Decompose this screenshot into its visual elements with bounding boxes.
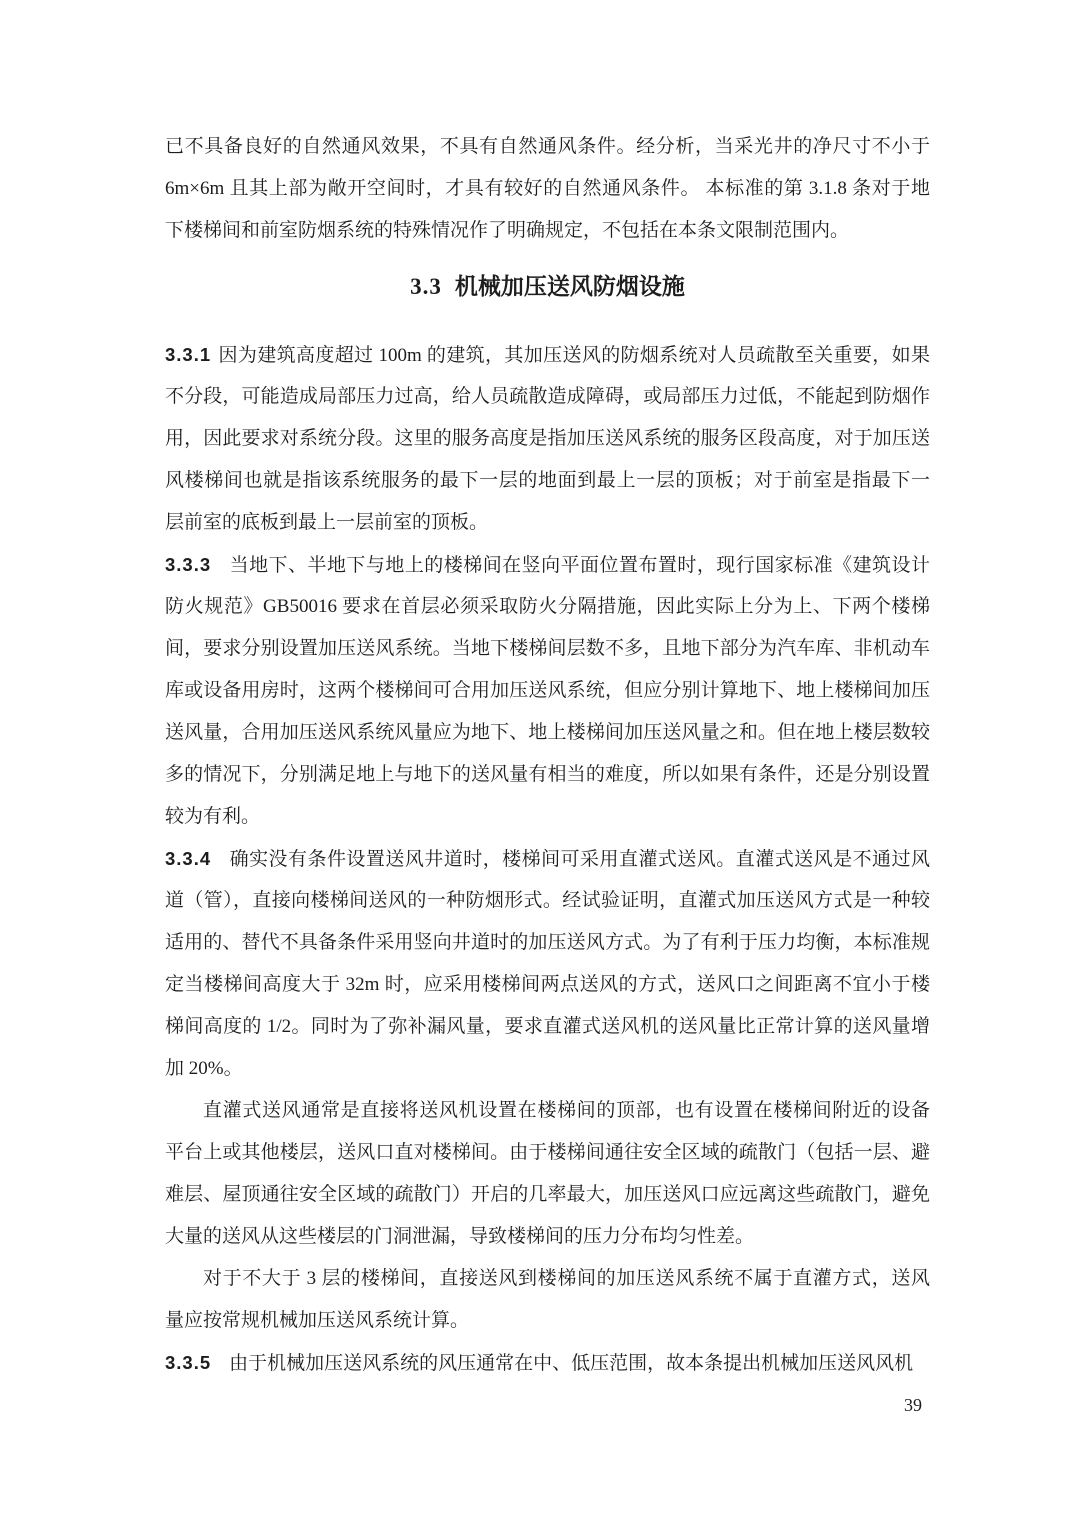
clause-number: 3.3.4 (165, 848, 212, 869)
paragraph (165, 1258, 930, 1342)
text-line: 3.3.4 确实没有条件设置送风井道时，楼梯间可采用直灌式送风。直灌式送风是不通过风 (165, 848, 930, 870)
page-content (165, 126, 930, 1384)
text-line: 多的情况下，分别满足地上与地下的送风量有相当的难度，所以如果有条件，还是分别设置 (165, 764, 930, 785)
text-line: 已不具备良好的自然通风效果，不具有自然通风条件。经分析，当采光井的净尺寸不小于 (165, 136, 930, 157)
paragraph (165, 334, 930, 544)
clause-number: 3.3.5 (165, 1352, 212, 1373)
text-line: 道（管），直接向楼梯间送风的一种防烟形式。经试验证明，直灌式加压送风方式是一种较 (165, 890, 930, 911)
paragraph (165, 1090, 930, 1258)
clause-number: 3.3.1 (165, 344, 212, 365)
text-line: 直灌式送风通常是直接将送风机设置在楼梯间的顶部，也有设置在楼梯间附近的设备 (203, 1100, 930, 1121)
heading-title: 机械加压送风防烟设施 (454, 274, 685, 299)
paragraph (165, 544, 930, 838)
text-line: 平台上或其他楼层，送风口直对楼梯间。由于楼梯间通往安全区域的疏散门（包括一层、避 (165, 1142, 930, 1163)
paragraph (165, 1342, 930, 1384)
text-line: 6m×6m 且其上部为敞开空间时，才具有较好的自然通风条件。 本标准的第 3.1.8 条对于地 (165, 178, 930, 199)
text-line: 大量的送风从这些楼层的门洞泄漏，导致楼梯间的压力分布均匀性差。 (165, 1226, 755, 1247)
paragraph (165, 838, 930, 1090)
paragraph (165, 126, 930, 252)
text-line: 间，要求分别设置加压送风系统。当地下楼梯间层数不多，且地下部分为汽车库、非机动车 (165, 638, 930, 659)
text-line: 适用的、替代不具备条件采用竖向井道时的加压送风方式。为了有利于压力均衡，本标准规 (165, 932, 930, 953)
text-line: 库或设备用房时，这两个楼梯间可合用加压送风系统，但应分别计算地下、地上楼梯间加压 (165, 680, 930, 701)
text-line: 对于不大于 3 层的楼梯间，直接送风到楼梯间的加压送风系统不属于直灌方式，送风 (203, 1268, 930, 1289)
text-line: 防火规范》GB50016 要求在首层必须采取防火分隔措施，因此实际上分为上、下两个楼梯 (165, 596, 930, 617)
text-line: 3.3.3 当地下、半地下与地上的楼梯间在竖向平面位置布置时，现行国家标准《建筑设计 (165, 554, 930, 576)
text-line: 3.3.1 因为建筑高度超过 100m 的建筑，其加压送风的防烟系统对人员疏散至关重要，如果 (165, 344, 930, 366)
text-line: 送风量，合用加压送风系统风量应为地下、地上楼梯间加压送风量之和。但在地上楼层数较 (165, 722, 930, 743)
text-line: 定当楼梯间高度大于 32m 时，应采用楼梯间两点送风的方式，送风口之间距离不宜小于楼 (165, 974, 930, 995)
text-line: 不分段，可能造成局部压力过高，给人员疏散造成障碍，或局部压力过低，不能起到防烟作 (165, 386, 930, 407)
text-line: 量应按常规机械加压送风系统计算。 (165, 1310, 470, 1331)
section-heading (165, 266, 930, 308)
text-line: 层前室的底板到最上一层前室的顶板。 (165, 512, 489, 533)
text-line: 3.3.5 由于机械加压送风系统的风压通常在中、低压范围，故本条提出机械加压送风风机 (165, 1352, 914, 1374)
page-number: 39 (904, 1395, 922, 1415)
text-line: 加 20%。 (165, 1058, 243, 1079)
text-line: 用，因此要求对系统分段。这里的服务高度是指加压送风系统的服务区段高度，对于加压送 (165, 428, 930, 449)
clause-number: 3.3.3 (165, 554, 212, 575)
text-line: 下楼梯间和前室防烟系统的特殊情况作了明确规定，不包括在本条文限制范围内。 (165, 220, 850, 241)
text-line: 较为有利。 (165, 806, 261, 827)
text-line: 难层、屋顶通往安全区域的疏散门）开启的几率最大，加压送风口应远离这些疏散门，避免 (165, 1184, 930, 1205)
text-line: 梯间高度的 1/2。同时为了弥补漏风量，要求直灌式送风机的送风量比正常计算的送风量增 (165, 1016, 930, 1037)
heading-number: 3.3 (410, 274, 442, 299)
text-line: 风楼梯间也就是指该系统服务的最下一层的地面到最上一层的顶板；对于前室是指最下一 (165, 470, 930, 491)
